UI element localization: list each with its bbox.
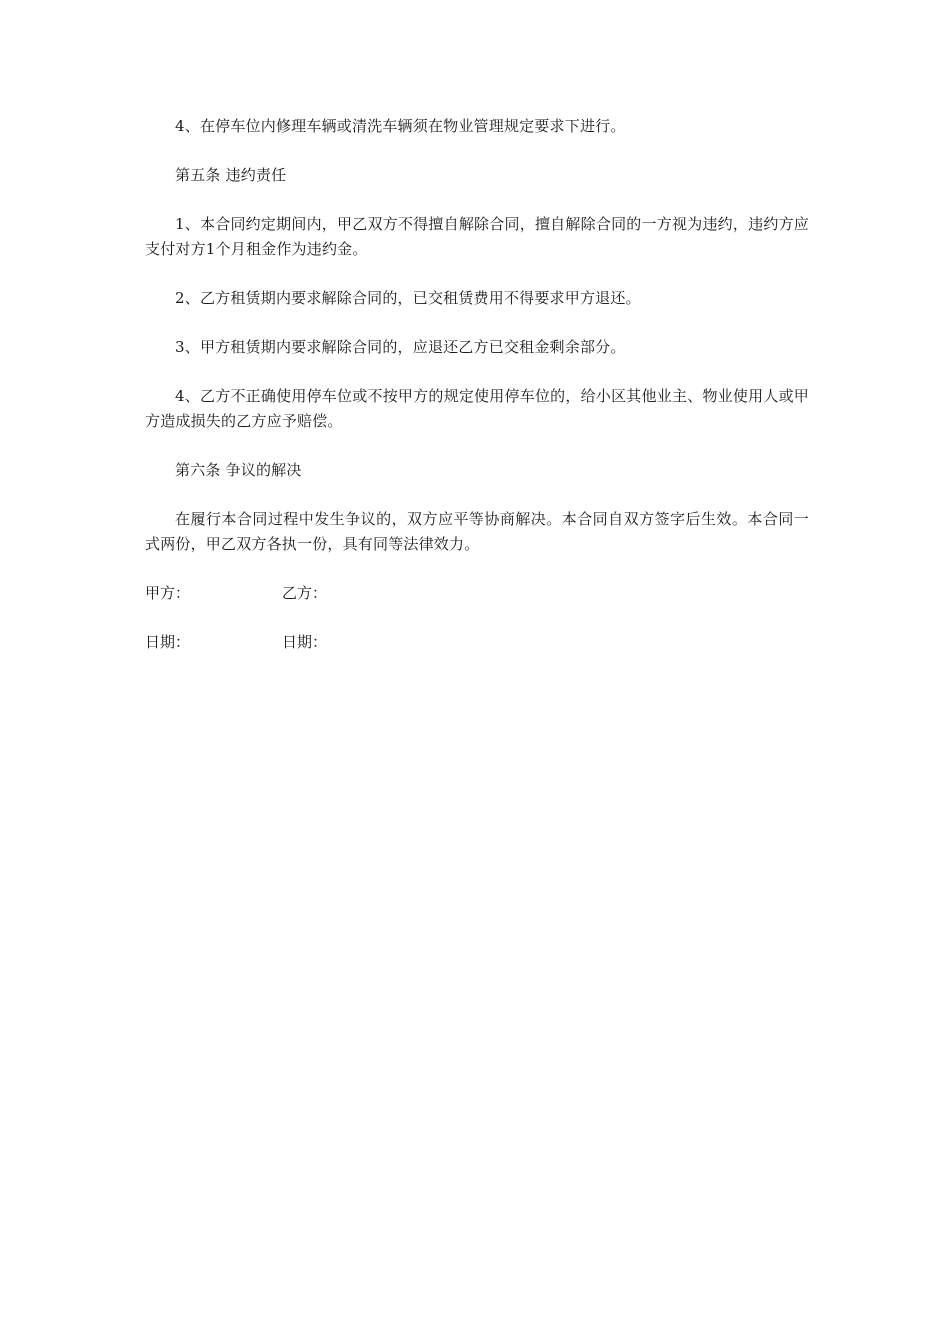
article-5-heading: 第五条 违约责任 xyxy=(175,166,287,184)
clause-5-1: 1、本合同约定期间内，甲乙双方不得擅自解除合同，擅自解除合同的一方视为违约，违约方应支付对方1个月租金作为违约金。 xyxy=(145,215,809,258)
document-body xyxy=(145,114,809,679)
article-6-heading: 第六条 争议的解决 xyxy=(175,461,302,479)
clause-6-text: 在履行本合同过程中发生争议的，双方应平等协商解决。本合同自双方签字后生效。本合同一式两份，甲乙双方各执一份，具有同等法律效力。 xyxy=(145,510,809,553)
clause-5-2: 2、乙方租赁期内要求解除合同的，已交租赁费用不得要求甲方退还。 xyxy=(175,289,641,307)
party-a-label: 甲方： xyxy=(145,584,191,602)
date-b-label: 日期： xyxy=(282,633,328,651)
date-row xyxy=(145,630,809,655)
clause-5-4: 4、乙方不正确使用停车位或不按甲方的规定使用停车位的，给小区其他业主、物业使用人或甲方造成损失的乙方应予赔偿。 xyxy=(145,387,809,430)
clause-4-repair: 4、在停车位内修理车辆或清洗车辆须在物业管理规定要求下进行。 xyxy=(175,117,626,135)
date-a-label: 日期： xyxy=(145,633,191,651)
party-b-label: 乙方： xyxy=(282,584,328,602)
clause-5-3: 3、甲方租赁期内要求解除合同的，应退还乙方已交租金剩余部分。 xyxy=(175,338,626,356)
signature-row xyxy=(145,581,809,606)
